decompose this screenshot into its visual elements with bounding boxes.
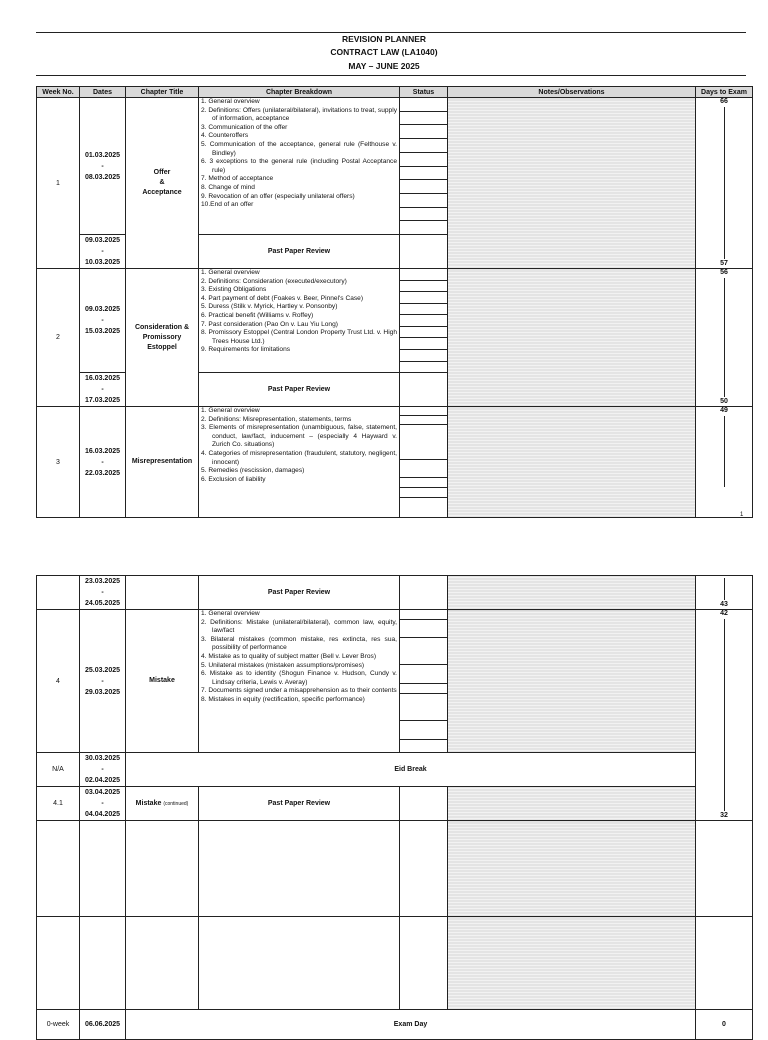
table-row: [37, 98, 753, 235]
list-item: 8. Promissory Estoppel (Central London Property Trust Ltd. v. High Trees House Ltd.): [201, 329, 397, 345]
week-number: 2: [37, 269, 80, 407]
col-notes: Notes/Observations: [448, 87, 696, 98]
days-to-exam: 66 57: [696, 98, 753, 269]
list-item: 6. Exclusion of liability: [201, 475, 266, 483]
notes-field[interactable]: [448, 610, 696, 753]
status-cells[interactable]: [400, 407, 448, 518]
week-number: 3: [37, 407, 80, 518]
list-item: 1. General overview: [201, 269, 260, 276]
list-item: 1. General overview: [201, 407, 260, 414]
notes-field[interactable]: [448, 787, 696, 821]
notes-field[interactable]: [448, 821, 696, 917]
header-rule-bottom: [36, 75, 746, 76]
list-item: 2. Definitions: Offers (unilateral/bilateral), invitations to treat, supply of information, acceptance: [201, 106, 397, 123]
past-paper-review: Past Paper Review: [199, 235, 400, 269]
list-item: 1. General overview: [201, 610, 260, 617]
week-dates: 25.03.2025 - 29.03.2025: [80, 610, 126, 753]
notes-field[interactable]: [448, 576, 696, 610]
table-row: [37, 407, 753, 518]
chapter-breakdown: [199, 610, 400, 753]
list-item: 3. Existing Obligations: [201, 286, 267, 294]
col-dates: Dates: [80, 87, 126, 98]
col-chapter-title: Chapter Title: [126, 87, 199, 98]
chapter-title: Mistake (continued): [126, 787, 199, 821]
list-item: 3. Bilateral mistakes (common mistake, res extincta, res sua, possibility of performance: [201, 635, 397, 652]
list-item: 7. Method of acceptance: [201, 175, 274, 183]
planner-table-page2: [36, 575, 753, 1040]
week-number: 4: [37, 610, 80, 753]
chapter-breakdown: [199, 98, 400, 235]
chapter-title: Misrepresentation: [126, 407, 199, 518]
list-item: 6. Mistake as to identity (Shogun Finance v. Hudson, Cundy v. Lindsay criteria, Lewis v. Averay): [201, 670, 397, 686]
week-dates: 01.03.2025 - 08.03.2025: [80, 98, 126, 235]
notes-field[interactable]: [448, 917, 696, 1010]
chapter-title: [126, 576, 199, 610]
days-to-exam: 0: [696, 1010, 753, 1040]
table-row: [37, 753, 753, 787]
list-item: 2. Definitions: Consideration (executed/executory): [201, 277, 347, 285]
list-item: 7. Past consideration (Pao On v. Lau Yiu Long): [201, 320, 338, 328]
list-item: 9. Revocation of an offer (especially unilateral offers): [201, 192, 355, 200]
planner-title: REVISION PLANNER: [341, 34, 427, 44]
list-item: 5. Unilateral mistakes (mistaken assumptions/promises): [201, 661, 365, 669]
status-cells[interactable]: [400, 98, 448, 235]
review-dates: 23.03.2025 - 24.05.2025: [80, 576, 126, 610]
days-to-exam: 49: [696, 407, 753, 518]
table-row: [37, 269, 753, 373]
list-item: 8. Mistakes in equity (rectification, specific performance): [201, 695, 365, 703]
list-item: 5. Communication of the acceptance, general rule (Felthouse v. Bindley): [201, 140, 397, 157]
week-dates: 09.03.2025 - 15.03.2025: [80, 269, 126, 373]
chapter-title: Consideration & Promissory Estoppel: [126, 269, 199, 407]
days-to-exam: 56 50: [696, 269, 753, 407]
week-dates: 16.03.2025 - 22.03.2025: [80, 407, 126, 518]
chapter-title: Offer & Acceptance: [126, 98, 199, 269]
table-row: [37, 576, 753, 610]
status-cell[interactable]: [400, 373, 448, 407]
list-item: 6. 3 exceptions to the general rule (including Postal Acceptance rule): [201, 158, 397, 174]
past-paper-review: Past Paper Review: [199, 576, 400, 610]
col-chapter-breakdown: Chapter Breakdown: [199, 87, 400, 98]
header-rule-top: [36, 32, 746, 33]
list-item: 10.End of an offer: [201, 201, 254, 209]
table-header-row: [37, 87, 753, 98]
table-row: [37, 1010, 753, 1040]
planner-table-page1: [36, 86, 753, 518]
week-number: [37, 576, 80, 610]
week-dates: 03.04.2025 - 04.04.2025: [80, 787, 126, 821]
week-number: N/A: [37, 753, 80, 787]
course-title: CONTRACT LAW (LA1040): [330, 47, 438, 57]
table-row: [37, 610, 753, 753]
status-cell[interactable]: [400, 787, 448, 821]
col-status: Status: [400, 87, 448, 98]
review-dates: 09.03.2025 - 10.03.2025: [80, 235, 126, 269]
list-item: 1. General overview: [201, 98, 260, 105]
list-item: 3. Communication of the offer: [201, 123, 288, 131]
days-to-exam: 43: [696, 576, 753, 610]
status-cell[interactable]: [400, 576, 448, 610]
list-item: 4. Mistake as to quality of subject matter (Bell v. Lever Bros): [201, 652, 377, 660]
status-cell[interactable]: [400, 821, 448, 917]
notes-field[interactable]: [448, 98, 696, 269]
eid-break-label: Eid Break: [126, 753, 696, 787]
chapter-breakdown: [199, 269, 400, 373]
status-cell[interactable]: [400, 235, 448, 269]
empty-row: [37, 821, 753, 917]
list-item: 4. Part payment of debt (Foakes v. Beer, Pinnel's Case): [201, 294, 364, 302]
list-item: 4. Categories of misrepresentation (fraudulent, statutory, negligent, innocent): [201, 449, 397, 466]
col-days: Days to Exam: [696, 87, 753, 98]
list-item: 8. Change of mind: [201, 183, 255, 191]
week-number: 0-week: [37, 1010, 80, 1040]
list-item: 2. Definitions: Misrepresentation, statements, terms: [201, 415, 352, 423]
break-dates: 30.03.2025 - 02.04.2025: [80, 753, 126, 787]
col-week: Week No.: [37, 87, 80, 98]
days-to-exam: 42 32: [696, 610, 753, 821]
chapter-breakdown: [199, 407, 400, 518]
notes-field[interactable]: [448, 407, 696, 518]
period-title: MAY – JUNE 2025: [348, 61, 420, 71]
status-cells[interactable]: [400, 269, 448, 373]
list-item: 4. Counteroffers: [201, 132, 249, 140]
page-number: 1: [740, 512, 744, 518]
list-item: 6. Practical benefit (Williams v. Roffey): [201, 311, 314, 319]
exam-day-label: Exam Day: [126, 1010, 696, 1040]
past-paper-review: Past Paper Review: [199, 373, 400, 407]
exam-date: 06.06.2025: [80, 1010, 126, 1040]
review-dates: 16.03.2025 - 17.03.2025: [80, 373, 126, 407]
list-item: 7. Documents signed under a misapprehension as to their contents: [201, 687, 397, 695]
week-number: 1: [37, 98, 80, 269]
table-row: [37, 787, 753, 821]
list-item: 5. Duress (Stilk v. Myrick, Hartley v. Ponsonby): [201, 303, 338, 311]
status-cell[interactable]: [400, 917, 448, 1010]
list-item: 9. Requirements for limitations: [201, 346, 291, 354]
list-item: 2. Definitions: Mistake (unilateral/bilateral), common law, equity, law/fact: [201, 618, 397, 635]
notes-field[interactable]: [448, 269, 696, 407]
chapter-title: Mistake: [126, 610, 199, 753]
past-paper-review: Past Paper Review: [199, 787, 400, 821]
list-item: 3. Elements of misrepresentation (unambiguous, false, statement, conduct, law/fact, inducement – (especially 4 Hayward v. Zurich Co. situations): [201, 424, 397, 449]
status-cells[interactable]: [400, 610, 448, 753]
empty-row: [37, 917, 753, 1010]
list-item: 5. Remedies (rescission, damages): [201, 467, 305, 475]
week-number: 4.1: [37, 787, 80, 821]
